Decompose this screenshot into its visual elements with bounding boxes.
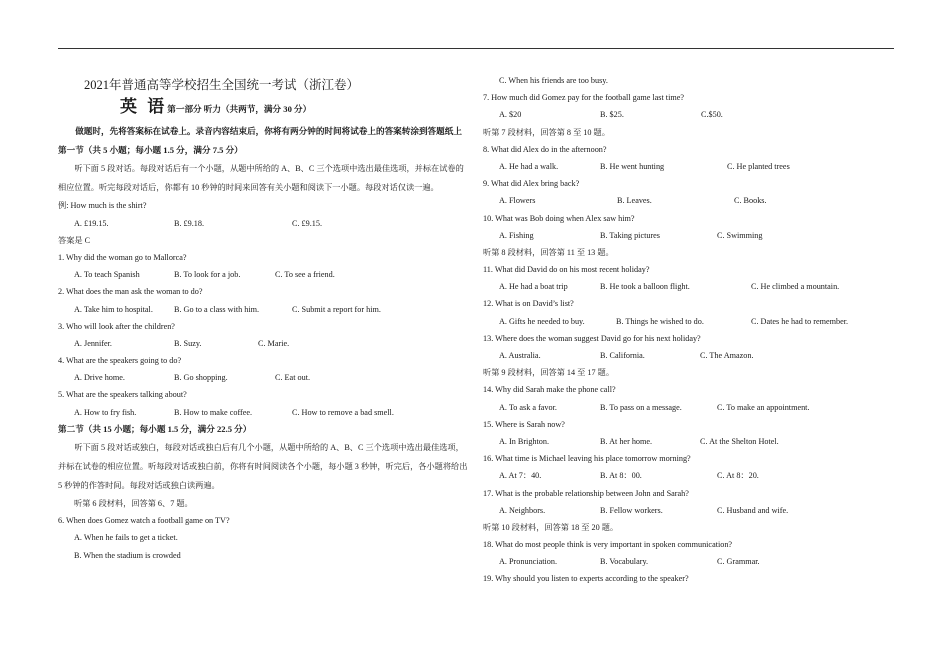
option-c: C. To see a friend. — [275, 270, 335, 280]
option-b: B. Leaves. — [617, 196, 652, 206]
option-c: C.$50. — [701, 110, 723, 120]
question-3: 3. Who will look after the children? — [58, 321, 175, 331]
option-b: B. To look for a job. — [174, 270, 241, 280]
question-6: 6. When does Gomez watch a football game on TV? — [58, 516, 230, 526]
option-c: C. Submit a report for him. — [292, 304, 381, 314]
exam-title: 2021年普通高等学校招生全国统一考试（浙江卷） — [84, 78, 360, 92]
option-a: A. To ask a favor. — [499, 402, 557, 412]
question-2: 2. What does the man ask the woman to do? — [58, 287, 203, 297]
option-a: A. At 7：40. — [499, 471, 542, 481]
subject-title: 英 语 — [120, 97, 168, 116]
option-b: B. £9.18. — [174, 218, 205, 228]
option-a: A. Pronunciation. — [499, 557, 557, 567]
question-10-options — [483, 227, 883, 244]
option-b: B. Taking pictures — [600, 230, 660, 240]
option-b: B. Suzy. — [174, 338, 202, 348]
option-c: C. Books. — [734, 196, 767, 206]
question-6-option-a: A. When he fails to get a ticket. — [74, 533, 178, 543]
question-6-option-c: C. When his friends are too busy. — [499, 76, 608, 85]
option-a: A. To teach Spanish — [74, 270, 140, 280]
option-a: A. Take him to hospital. — [74, 304, 153, 314]
question-8-options — [483, 158, 883, 175]
subject-line — [58, 94, 468, 120]
question-13-options — [483, 347, 883, 364]
question-11-options — [483, 278, 883, 295]
question-1-options — [58, 266, 468, 283]
option-a: A. Fishing — [499, 230, 534, 240]
example-answer: 答案是 C — [58, 235, 91, 245]
question-7: 7. How much did Gomez pay for the football game last time? — [483, 93, 684, 103]
question-16-options — [483, 467, 883, 484]
question-2-options — [58, 301, 468, 318]
option-b: B. He went hunting — [600, 161, 665, 171]
option-b: B. Things he wished to do. — [616, 316, 704, 326]
option-a: A. Australia. — [499, 351, 541, 360]
option-c: C. Grammar. — [717, 557, 760, 567]
right-column — [483, 72, 883, 588]
option-b: B. Go to a class with him. — [174, 304, 260, 314]
question-9: 9. What did Alex bring back? — [483, 179, 580, 189]
option-b: B. Fellow workers. — [600, 505, 663, 515]
material-8-note: 听第 8 段材料，回答第 11 至 13 题。 — [483, 247, 614, 257]
option-a: A. Flowers — [499, 196, 536, 206]
question-8: 8. What did Alex do in the afternoon? — [483, 144, 607, 154]
option-c: C. He climbed a mountain. — [751, 282, 840, 292]
option-c: C. Eat out. — [275, 373, 311, 383]
question-5-options — [58, 404, 468, 421]
section2-directions: 听下面 5 段对话或独白，每段对话或独白后有几个小题，从题中所给的 A、B、C 三个选项中选出最佳选项，并标在试卷的相应位置。听每段对话或独白前，你将有时间阅读各个小题，每小题 3 秒钟，听完后，各小题将给出 5 秒钟的作答时间。每段对话或独白读两遍。 — [58, 443, 468, 491]
option-c: C. At the Shelton Hotel. — [700, 436, 779, 446]
question-4-options — [58, 369, 468, 386]
question-19: 19. Why should you listen to experts according to the speaker? — [483, 574, 689, 584]
option-c: C. The Amazon. — [700, 351, 754, 360]
section2-heading: 第二节（共 15 小题；每小题 1.5 分，满分 22.5 分） — [58, 423, 252, 434]
question-14-options — [483, 399, 883, 416]
option-a: A. In Brighton. — [499, 436, 550, 446]
section1-directions: 听下面 5 段对话。每段对话后有一个小题，从题中所给的 A、B、C 三个选项中选出最佳选项，并标在试卷的相应位置。听完每段对话后，你都有 10 秒钟的时间来回答有关小题和阅读下一小题。每段对话仅读一遍。 — [58, 164, 464, 193]
option-c: C. To make an appointment. — [717, 402, 810, 412]
option-a: A. Neighbors. — [499, 505, 546, 515]
question-1: 1. Why did the woman go to Mallorca? — [58, 252, 187, 262]
left-column — [58, 76, 468, 564]
option-a: A. Jennifer. — [74, 338, 112, 348]
example-question: 例: How much is the shirt? — [58, 201, 147, 211]
section1-heading: 第一节（共 5 小题；每小题 1.5 分，满分 7.5 分） — [58, 145, 243, 156]
question-12: 12. What is on David’s list? — [483, 299, 574, 309]
question-18-options — [483, 553, 883, 570]
question-11: 11. What did David do on his most recent holiday? — [483, 265, 650, 275]
question-15: 15. Where is Sarah now? — [483, 419, 565, 429]
option-b: B. At 8：00. — [600, 471, 642, 481]
material-7-note: 听第 7 段材料，回答第 8 至 10 题。 — [483, 127, 610, 137]
option-b: B. To pass on a message. — [600, 402, 682, 412]
question-18: 18. What do most people think is very important in spoken communication? — [483, 540, 733, 550]
option-a: A. He had a walk. — [499, 161, 559, 171]
option-b: B. At her home. — [600, 436, 653, 446]
option-b: B. California. — [600, 351, 645, 360]
material-10-note: 听第 10 段材料，回答第 18 至 20 题。 — [483, 522, 619, 532]
option-c: C. Husband and wife. — [717, 505, 789, 515]
option-c: C. Dates he had to remember. — [751, 316, 849, 326]
question-13: 13. Where does the woman suggest David go for his next holiday? — [483, 333, 701, 343]
question-6-option-b: B. When the stadium is crowded — [74, 550, 181, 560]
option-a: A. Drive home. — [74, 373, 125, 383]
question-10: 10. What was Bob doing when Alex saw him? — [483, 213, 635, 223]
material-9-note: 听第 9 段材料，回答第 14 至 17 题。 — [483, 368, 615, 378]
question-9-options — [483, 192, 883, 209]
part1-heading: 第一部分 听力（共两节，满分 30 分） — [167, 104, 312, 114]
option-b: B. Vocabulary. — [600, 557, 649, 567]
question-4: 4. What are the speakers going to do? — [58, 356, 182, 366]
question-15-options — [483, 433, 883, 450]
material-6-note: 听第 6 段材料，回答第 6、7 题。 — [74, 499, 193, 509]
question-17-options — [483, 502, 883, 519]
question-17: 17. What is the probable relationship between John and Sarah? — [483, 488, 689, 498]
option-b: B. $25. — [600, 110, 624, 120]
option-c: C. At 8：20. — [717, 471, 759, 481]
option-a: A. He had a boat trip — [499, 282, 568, 292]
question-12-options — [483, 313, 883, 330]
option-c: C. How to remove a bad smell. — [292, 407, 394, 417]
header-rule — [58, 48, 894, 49]
question-16: 16. What time is Michael leaving his place tomorrow morning? — [483, 454, 691, 464]
option-a: A. $20 — [499, 110, 522, 120]
question-14: 14. Why did Sarah make the phone call? — [483, 385, 616, 395]
question-5: 5. What are the speakers talking about? — [58, 390, 187, 400]
example-options — [58, 215, 468, 232]
option-b: B. Go shopping. — [174, 373, 228, 383]
option-c: C. Marie. — [258, 338, 290, 348]
option-b: B. He took a balloon flight. — [600, 282, 690, 292]
option-a: A. £19.15. — [74, 218, 109, 228]
option-b: B. How to make coffee. — [174, 407, 253, 417]
question-7-options — [483, 106, 883, 123]
option-a: A. Gifts he needed to buy. — [499, 316, 585, 326]
question-3-options — [58, 335, 468, 352]
option-c: C. Swimming — [717, 230, 763, 240]
general-instruction: 做题时，先将答案标在试卷上。录音内容结束后，你将有两分钟的时间将试卷上的答案转涂到答题纸上 — [75, 126, 462, 136]
option-a: A. How to fry fish. — [74, 407, 137, 417]
option-c: C. He planted trees — [727, 161, 790, 171]
option-c: C. £9.15. — [292, 218, 323, 228]
